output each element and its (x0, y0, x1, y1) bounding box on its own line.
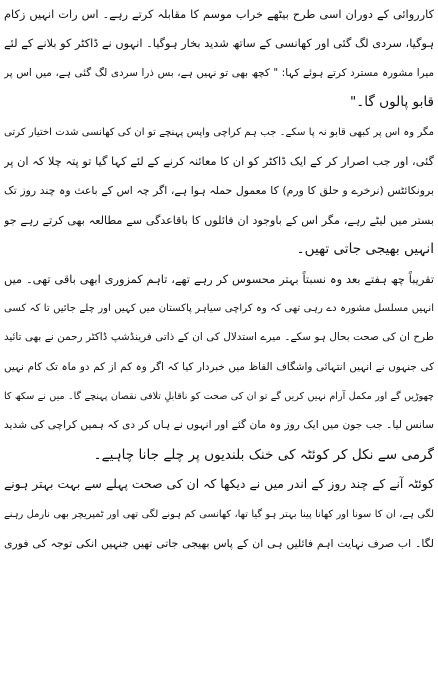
text-line: گئی، اور جب اصرار کر کے ایک ڈاکٹر کو ان کا معائنہ کرنے کے لئے کہا گیا تو پتہ چلا کہ ان پر (4, 153, 434, 168)
text-line: ہوگیا، سردی لگ گئی اور کھانسی کے ساتھ شدید بخار ہوگیا۔ انہوں نے ڈاکٹر کو بلانے کے لئے (4, 36, 434, 51)
text-line: میرا مشورہ مسترد کرتے ہوئے کہا: " کچھ بھی تو نہیں ہے، بس ذرا سردی لگ گئی ہے، میں اس پر (4, 66, 434, 79)
text-line: تقریباً چھ ہفتے بعد وہ نسبتاً بہتر محسوس کر رہے تھے، تاہم کمزوری ابھی باقی تھی۔ میں (4, 271, 434, 286)
text-line: چھوڑیں گے اور مکمل آرام نہیں کریں گے تو ان کی صحت کو ناقابلِ تلافی نقصان پہنچے گا۔ میں نے سکھ کا (4, 391, 434, 403)
text-line: قابو پالوں گا۔" (350, 94, 434, 111)
text-line: طرح ان کی صحت بحال ہو سکے۔ میرے استدلال کی ان کے ذاتی فرینڈشپ ڈاکٹر رحمن نے بھی تائید (4, 331, 434, 344)
text-line: مگر وہ اس پر کبھی قابو نہ پا سکے۔ جب ہم کراچی واپس پہنچے تو ان کی کھانسی شدت اختیار کرتی (4, 126, 434, 138)
text-line: کوئٹہ آنے کے چند روز کے اندر میں نے دیکھا کہ ان کی صحت پہلے سے بہت بہتر ہونے (4, 477, 434, 492)
text-line: انہیں بھیجی جاتی تھیں۔ (296, 241, 434, 258)
paragraph-1 (4, 0, 434, 118)
paragraph-4 (4, 470, 434, 558)
text-line: برونکائٹس (نرخرے و حلق کا ورم) کا معمول حملہ ہوا ہے، اگر چہ اس کے باعث وہ چند روز تک (4, 184, 434, 198)
text-line: کی جنہوں نے انہیں انتہائی واشگاف الفاظ میں خبردار کیا کہ اگر وہ کم از کم دو ماہ تک کام نہیں (4, 360, 434, 373)
text-line: کارروائی کے دوران اسی طرح بیٹھے خراب موسم کا مقابلہ کرتے رہے۔ اس رات انہیں زکام (4, 7, 434, 21)
text-line: بستر میں لیٹے رہے، مگر اس کے باوجود ان فائلوں کا باقاعدگی سے مطالعہ بھی کرتے رہے جو (4, 213, 434, 227)
page (4, 0, 434, 700)
text-line: لگا۔ اب صرف نہایت اہم فائلیں ہی ان کے پاس بھیجی جاتی تھیں جنہیں انکی توجہ کی فوری (4, 537, 434, 551)
text-line: گرمی سے نکل کر کوئٹہ کی خنک بلندیوں پر چلے جانا چاہیے۔ (93, 446, 434, 463)
paragraph-2 (4, 118, 434, 265)
text-line: انہیں مسلسل مشورہ دے رہی تھی کہ وہ کراچی سیاہر پاکستان میں کہیں اور چلے جائیں تا کہ کسی (4, 302, 434, 314)
paragraph-3 (4, 265, 434, 471)
text-line: لگی ہے، ان کا سونا اور کھانا پینا بہتر ہو گیا تھا، کھانسی کم ہونے لگی تھی اور ٹمپریچر بھی نارمل رہنے (4, 508, 434, 520)
text-line: سانس لیا۔ جب جون میں ایک روز وہ مان گئے اور انہوں نے ہاں کر دی کہ ہمیں کراچی کی شدید (4, 419, 434, 432)
